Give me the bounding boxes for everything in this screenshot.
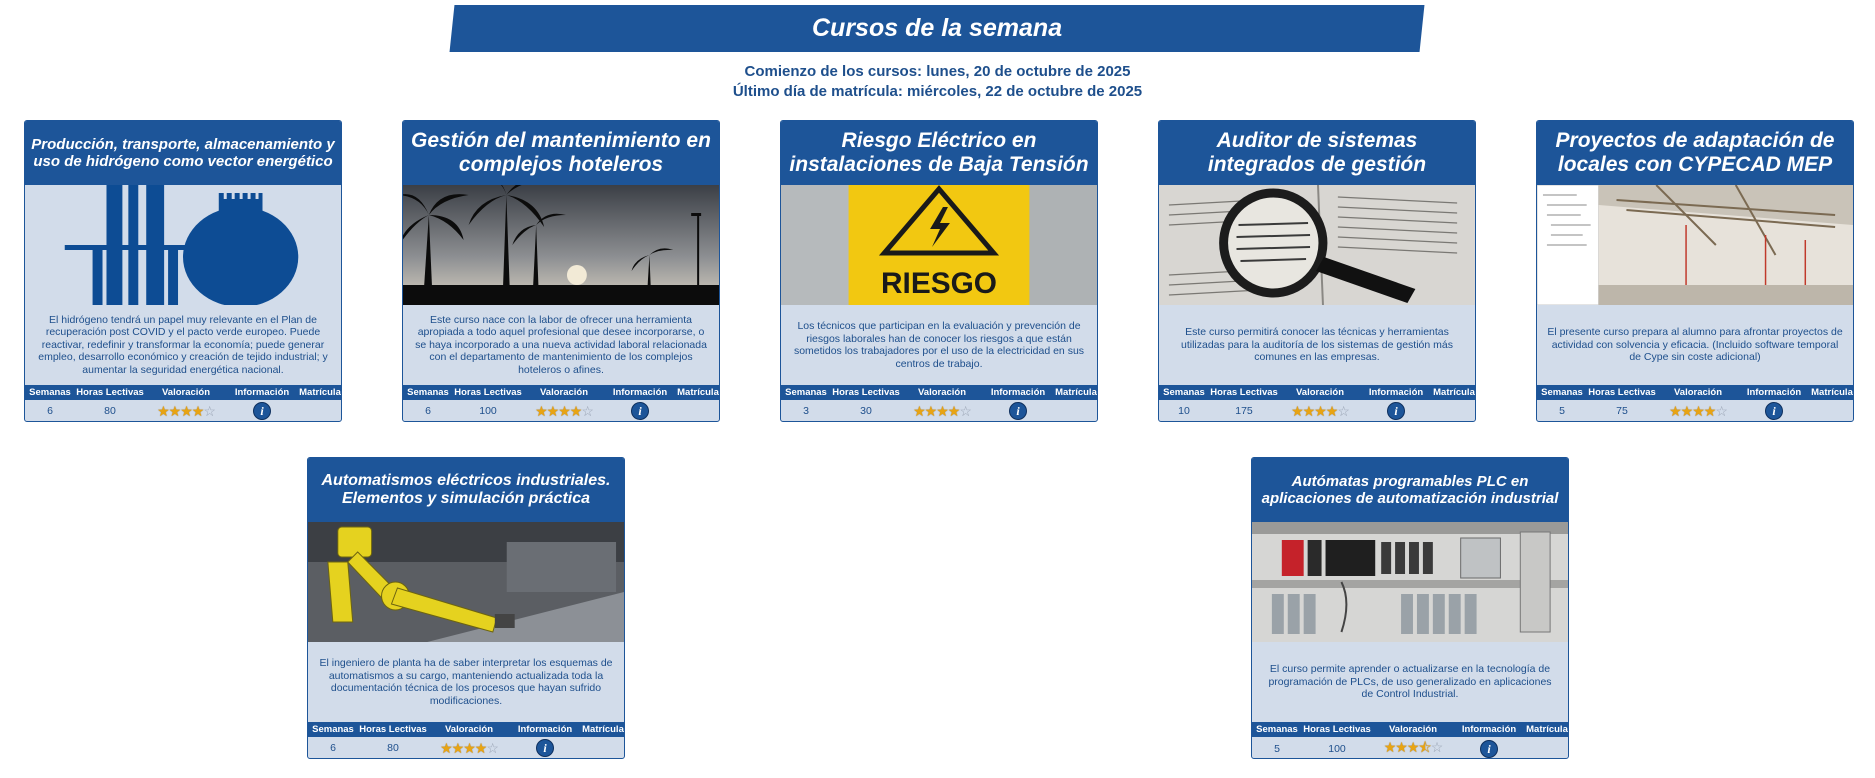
course-description: Este curso permitirá conocer las técnicas y herramientas utilizadas para la auditoría de los sistemas de gestión más comunes en las empresas. (1181, 326, 1453, 364)
course-description: Los técnicos que participan en la evaluación y prevención de riesgos laborales han de conocer los riesgos a que están sometidos los trabajadores por el uso de la electricidad en sus centros de trabajo. (793, 320, 1085, 370)
info-icon[interactable]: i (631, 402, 649, 420)
info-header-label: Información (1746, 387, 1802, 398)
enroll-header: Matrícula (1526, 724, 1568, 735)
hours-value: 175 (1235, 405, 1253, 417)
palm-trees-sunset-photo[interactable] (403, 185, 719, 305)
hours-header: Horas Lectivas (832, 387, 900, 398)
info-icon[interactable]: i (253, 402, 271, 420)
course-title[interactable]: Autómatas programables PLC en aplicaciones de automatización industrial (1252, 458, 1568, 522)
rating-header: Valoración (161, 387, 211, 398)
star-icon: ★ (463, 739, 475, 756)
info-row (1252, 737, 1568, 759)
info-header-label: Información (1461, 724, 1517, 735)
hours-value: 30 (860, 405, 872, 417)
star-icon: ★ (451, 739, 464, 756)
weeks-value: 3 (803, 405, 809, 417)
star-icon: ★ (569, 402, 582, 419)
enroll-header: Matrícula (1433, 387, 1475, 398)
rating-stars (145, 403, 227, 420)
info-row (25, 400, 341, 422)
weeks-header: Semanas (312, 724, 354, 735)
info-icon[interactable]: i (1480, 740, 1498, 758)
star-icon: ☆ (486, 739, 498, 756)
course-title[interactable]: Auditor de sistemas integrados de gestión (1159, 121, 1475, 185)
info-header (781, 385, 1097, 400)
course-title[interactable]: Producción, transporte, almacenamiento y uso de hidrógeno como vector energético (25, 121, 341, 185)
star-icon: ★ (1302, 402, 1315, 419)
star-icon: ★ (1703, 402, 1716, 419)
weeks-header: Semanas (407, 387, 449, 398)
star-icon: ★ (1325, 402, 1338, 419)
star-icon: ★ (1383, 739, 1396, 755)
star-icon: ★ (1314, 402, 1326, 419)
weeks-header: Semanas (785, 387, 827, 398)
info-header (1159, 385, 1475, 400)
info-header-label: Información (612, 387, 668, 398)
course-description: El presente curso prepara al alumno para afrontar proyectos de actividad con solvencia y eficacia. (Incluido software temporal de Cype sin coste adicional) (1547, 326, 1843, 364)
star-icon: ★ (1395, 739, 1407, 755)
info-header (403, 385, 719, 400)
info-header (1537, 385, 1853, 400)
star-icon: ★ (1291, 402, 1303, 419)
enrollment-deadline-line: Último día de matrícula: miércoles, 22 de octubre de 2025 (732, 83, 1143, 100)
hydrogen-tank-illustration[interactable] (25, 185, 341, 305)
rating-header: Valoración (1388, 724, 1438, 735)
info-row (1537, 400, 1853, 422)
hours-header: Horas Lectivas (1588, 387, 1656, 398)
enroll-header: Matrícula (1055, 387, 1097, 398)
weeks-value: 10 (1178, 405, 1190, 417)
info-row (308, 737, 624, 759)
course-title[interactable]: Gestión del mantenimiento en complejos hoteleros (403, 121, 719, 185)
hours-header: Horas Lectivas (359, 724, 427, 735)
star-icon: ★ (440, 739, 452, 756)
star-icon: ★ (546, 402, 559, 419)
info-row (403, 400, 719, 422)
course-title[interactable]: Riesgo Eléctrico en instalaciones de Baja Tensión (781, 121, 1097, 185)
hours-header: Horas Lectivas (1210, 387, 1278, 398)
star-icon: ★ (474, 739, 487, 756)
enroll-header: Matrícula (299, 387, 341, 398)
weeks-header: Semanas (1163, 387, 1205, 398)
course-card-cypecad[interactable] (1536, 120, 1854, 422)
page-banner (450, 5, 1425, 52)
course-card-plc[interactable] (1251, 457, 1569, 759)
hours-value: 80 (104, 405, 116, 417)
hours-value: 100 (1328, 743, 1346, 755)
info-header (1252, 722, 1568, 737)
rating-stars (1657, 403, 1739, 420)
info-header-label: Información (234, 387, 290, 398)
weeks-value: 5 (1274, 743, 1280, 755)
course-card-hydrogen[interactable] (24, 120, 342, 422)
info-header-label: Información (517, 724, 573, 735)
info-header (25, 385, 341, 400)
electrical-risk-sign-photo[interactable] (781, 185, 1097, 305)
star-icon: ★ (180, 402, 192, 419)
info-header-label: Información (1368, 387, 1424, 398)
weeks-value: 5 (1559, 405, 1565, 417)
course-description: El curso permite aprender o actualizarse en la tecnología de programación de PLCs, de uso generalizado en aplicaciones de Control Industrial. (1268, 663, 1552, 701)
weeks-header: Semanas (29, 387, 71, 398)
info-row (1159, 400, 1475, 422)
info-icon[interactable]: i (536, 739, 554, 757)
star-icon: ☆ (1715, 402, 1727, 419)
star-icon: ★ (168, 402, 181, 419)
rating-header: Valoración (1295, 387, 1345, 398)
hours-header: Horas Lectivas (454, 387, 522, 398)
rating-header: Valoración (1673, 387, 1723, 398)
hours-header: Horas Lectivas (76, 387, 144, 398)
info-row (781, 400, 1097, 422)
info-icon[interactable]: i (1765, 402, 1783, 420)
star-icon: ★ (913, 402, 925, 419)
course-dates (0, 62, 1875, 102)
riesgo-sign-text: RIESGO (881, 266, 997, 301)
hours-header: Horas Lectivas (1303, 724, 1371, 735)
star-icon: ☆ (1430, 739, 1443, 755)
star-icon: ☆ (1337, 402, 1349, 419)
rating-header: Valoración (917, 387, 967, 398)
page-title: Cursos de la semana (811, 14, 1063, 42)
plc-cabinet-photo[interactable] (1252, 522, 1568, 642)
course-card-electrical-automation[interactable] (307, 457, 625, 759)
star-icon: ★ (936, 402, 948, 419)
star-icon: ☆ (203, 402, 215, 419)
course-description: El hidrógeno tendrá un papel muy relevante en el Plan de recuperación post COVID y el pacto verde europeo. Puede reactivar, redefinir y transformar la economía; puede generar empleo, desarrollo económico y creación de tejido industrial; y aumentar la seguridad energética nacional. (38, 313, 328, 376)
star-icon: ★ (191, 402, 204, 419)
star-icon: ★ (1692, 402, 1704, 419)
star-icon: ⯪ (1418, 739, 1431, 755)
enroll-header: Matrícula (677, 387, 719, 398)
star-icon: ★ (535, 402, 547, 419)
star-icon: ☆ (959, 402, 971, 419)
hours-value: 80 (387, 742, 399, 754)
star-icon: ★ (1680, 402, 1693, 419)
info-icon[interactable]: i (1387, 402, 1405, 420)
cype-software-screenshot[interactable] (1537, 185, 1853, 305)
enroll-header: Matrícula (582, 724, 624, 735)
rating-stars (523, 403, 605, 420)
rating-header: Valoración (444, 724, 494, 735)
info-header-label: Información (990, 387, 1046, 398)
rating-stars (1279, 403, 1361, 420)
hours-value: 75 (1616, 405, 1628, 417)
industrial-robot-arm-photo[interactable] (308, 522, 624, 642)
course-card-auditor[interactable] (1158, 120, 1476, 422)
star-icon: ☆ (581, 402, 593, 419)
course-title[interactable]: Automatismos eléctricos industriales. Elementos y simulación práctica (308, 458, 624, 522)
star-icon: ★ (924, 402, 937, 419)
info-header (308, 722, 624, 737)
enroll-header: Matrícula (1811, 387, 1853, 398)
star-icon: ★ (157, 402, 169, 419)
weeks-header: Semanas (1541, 387, 1583, 398)
rating-stars (428, 740, 510, 757)
rating-header: Valoración (539, 387, 589, 398)
star-icon: ★ (1669, 402, 1681, 419)
weeks-value: 6 (425, 405, 431, 417)
course-title[interactable]: Proyectos de adaptación de locales con CYPECAD MEP (1537, 121, 1853, 185)
course-card-electrical-risk[interactable] (780, 120, 1098, 422)
rating-stars (901, 403, 983, 420)
magnifying-glass-photo[interactable] (1159, 185, 1475, 305)
star-icon: ★ (1406, 739, 1419, 755)
weeks-value: 6 (47, 405, 53, 417)
weeks-value: 6 (330, 742, 336, 754)
hours-value: 100 (479, 405, 497, 417)
start-date-line: Comienzo de los cursos: lunes, 20 de octubre de 2025 (744, 63, 1131, 80)
course-card-hotel-maintenance[interactable] (402, 120, 720, 422)
rating-stars (1372, 737, 1454, 759)
course-description: Este curso nace con la labor de ofrecer una herramienta apropiada a todo aquel profesional que desee incorporarse, o se haya incorporado a una nueva actividad laboral relacionada con el departamento de mantenimiento de los complejos hoteleros o afines. (415, 313, 707, 376)
course-description: El ingeniero de planta ha de saber interpretar los esquemas de automatismos a su cargo, manteniendo actualizada toda la documentación técnica de los procesos que hayan sufrido modificaciones. (319, 657, 613, 707)
info-icon[interactable]: i (1009, 402, 1027, 420)
weeks-header: Semanas (1256, 724, 1298, 735)
star-icon: ★ (947, 402, 960, 419)
star-icon: ★ (558, 402, 570, 419)
